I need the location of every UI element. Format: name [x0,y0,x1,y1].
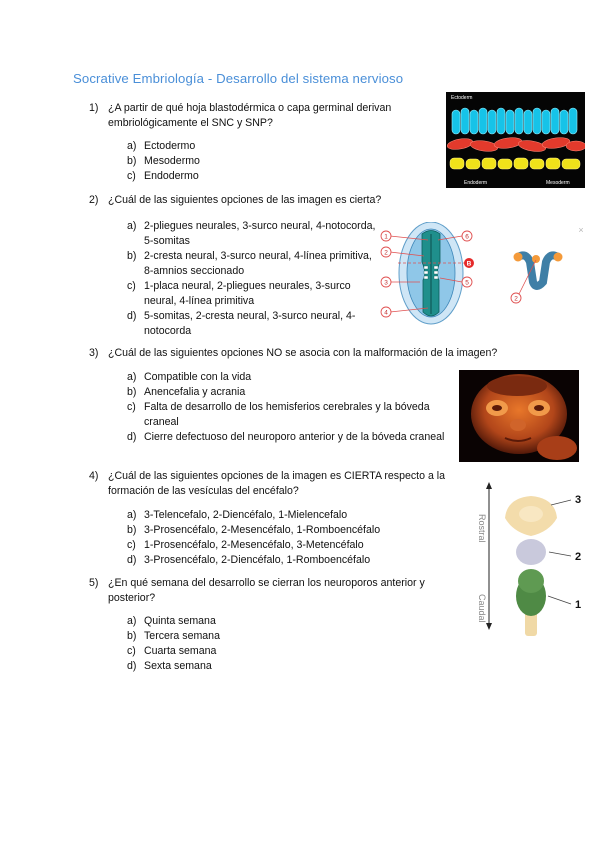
label-endoderm: Endoderm [464,180,488,186]
marker-b: B [466,260,472,268]
rostral-label: Rostral [477,514,487,543]
question-text: ¿En qué semana del desarrollo se cierran los neuroporos anterior y posterior? [108,577,425,604]
question-number: 5) [89,577,99,589]
anencephaly-photo [459,370,579,462]
question-text: ¿A partir de qué hoja blastodérmica o capa germinal derivan embriológicamente el SNC y SNP? [108,102,392,129]
vesicle-label-1: 1 [575,599,582,611]
close-icon: × [578,225,584,235]
vesicle-label-2: 2 [575,551,582,563]
question-text: ¿Cuál de las siguientes opciones de las imagen es cierta? [108,194,382,206]
question-number: 1) [89,102,99,114]
document-page: Socrative Embriología - Desarrollo del sistema nervioso 1) ¿A partir de qué hoja blastodérmica o capa germinal derivan embriológicamente el SNC y SNP? a) Ectodermo b) Mesodermo c) Endodermo Ectoderm Endoderm Mesoderm 2) ¿Cuál de las siguientes opciones de las imagen es cierta? a) 2-pliegues neurales, 3-surco neural, 4-notocorda, 5-somitas b) 2-cresta neural, 3-surco neural, 4-línea primitiva, 8-amnios seccionado c) 1-placa neural, 2-pliegues neurales, 3-surco neural, 4-línea primitiva d) 5-somitas, 2-cresta neural, 3-surco neural, 4-notocorda 1 2 3 4 5 6 B 2 × 3) ¿Cuál de las siguientes opciones NO se asocia con la malformación de la imagen? a) Compatible con la vida b) Anencefalia y acrania c) Falta de desarrollo de los hemisferios cerebrales y la bóveda craneal d) Cierre defectuoso del neuroporo anterior y de la bóveda craneal 4) ¿Cuál de las siguientes opciones de la imagen es CIERTA respecto a la formación de las vesículas del encéfalo? a) 3-Telencefalo, 2-Diencéfalo, 1-Mielencefalo b) 3-Prosencéfalo, 2-Mesencéfalo, 1-Romboencéfalo c) 1-Prosencéfalo, 2-Mesencéfalo, 3-Metencéfalo d) 3-Prosencéfalo, 2-Diencéfalo, 1-Romboencéfalo Rostral Caudal 3 2 1 5) ¿En qué semana del desarrollo se cierran los neuroporos anterior y posterior? a) Quinta semana b) Tercera semana c) Cuarta semana d) Sexta semana [0,0,600,848]
embryo-dorsal-figure [378,222,588,328]
germ-layers-figure [446,92,585,188]
marker-2: 2 [384,249,388,257]
marker-2-cross-section: 2 [514,295,518,303]
question-number: 2) [89,194,99,206]
question-text: ¿Cuál de las siguientes opciones de la imagen es CIERTA respecto a la formación de las vesículas del encéfalo? [108,470,446,497]
question-number: 3) [89,347,99,359]
marker-5: 5 [465,279,469,287]
marker-4: 4 [384,309,388,317]
question-text: ¿Cuál de las siguientes opciones NO se asocia con la malformación de la imagen? [108,347,498,359]
marker-1: 1 [384,233,388,241]
document-title: Socrative Embriología - Desarrollo del sistema nervioso [73,71,404,86]
brain-vesicles-figure [463,476,591,639]
vesicle-label-3: 3 [575,494,582,506]
marker-6: 6 [465,233,469,241]
label-mesoderm: Mesoderm [546,180,570,186]
caudal-label: Caudal [477,594,487,623]
label-ectoderm: Ectoderm [451,95,473,101]
marker-3: 3 [384,279,388,287]
question-number: 4) [89,470,99,482]
